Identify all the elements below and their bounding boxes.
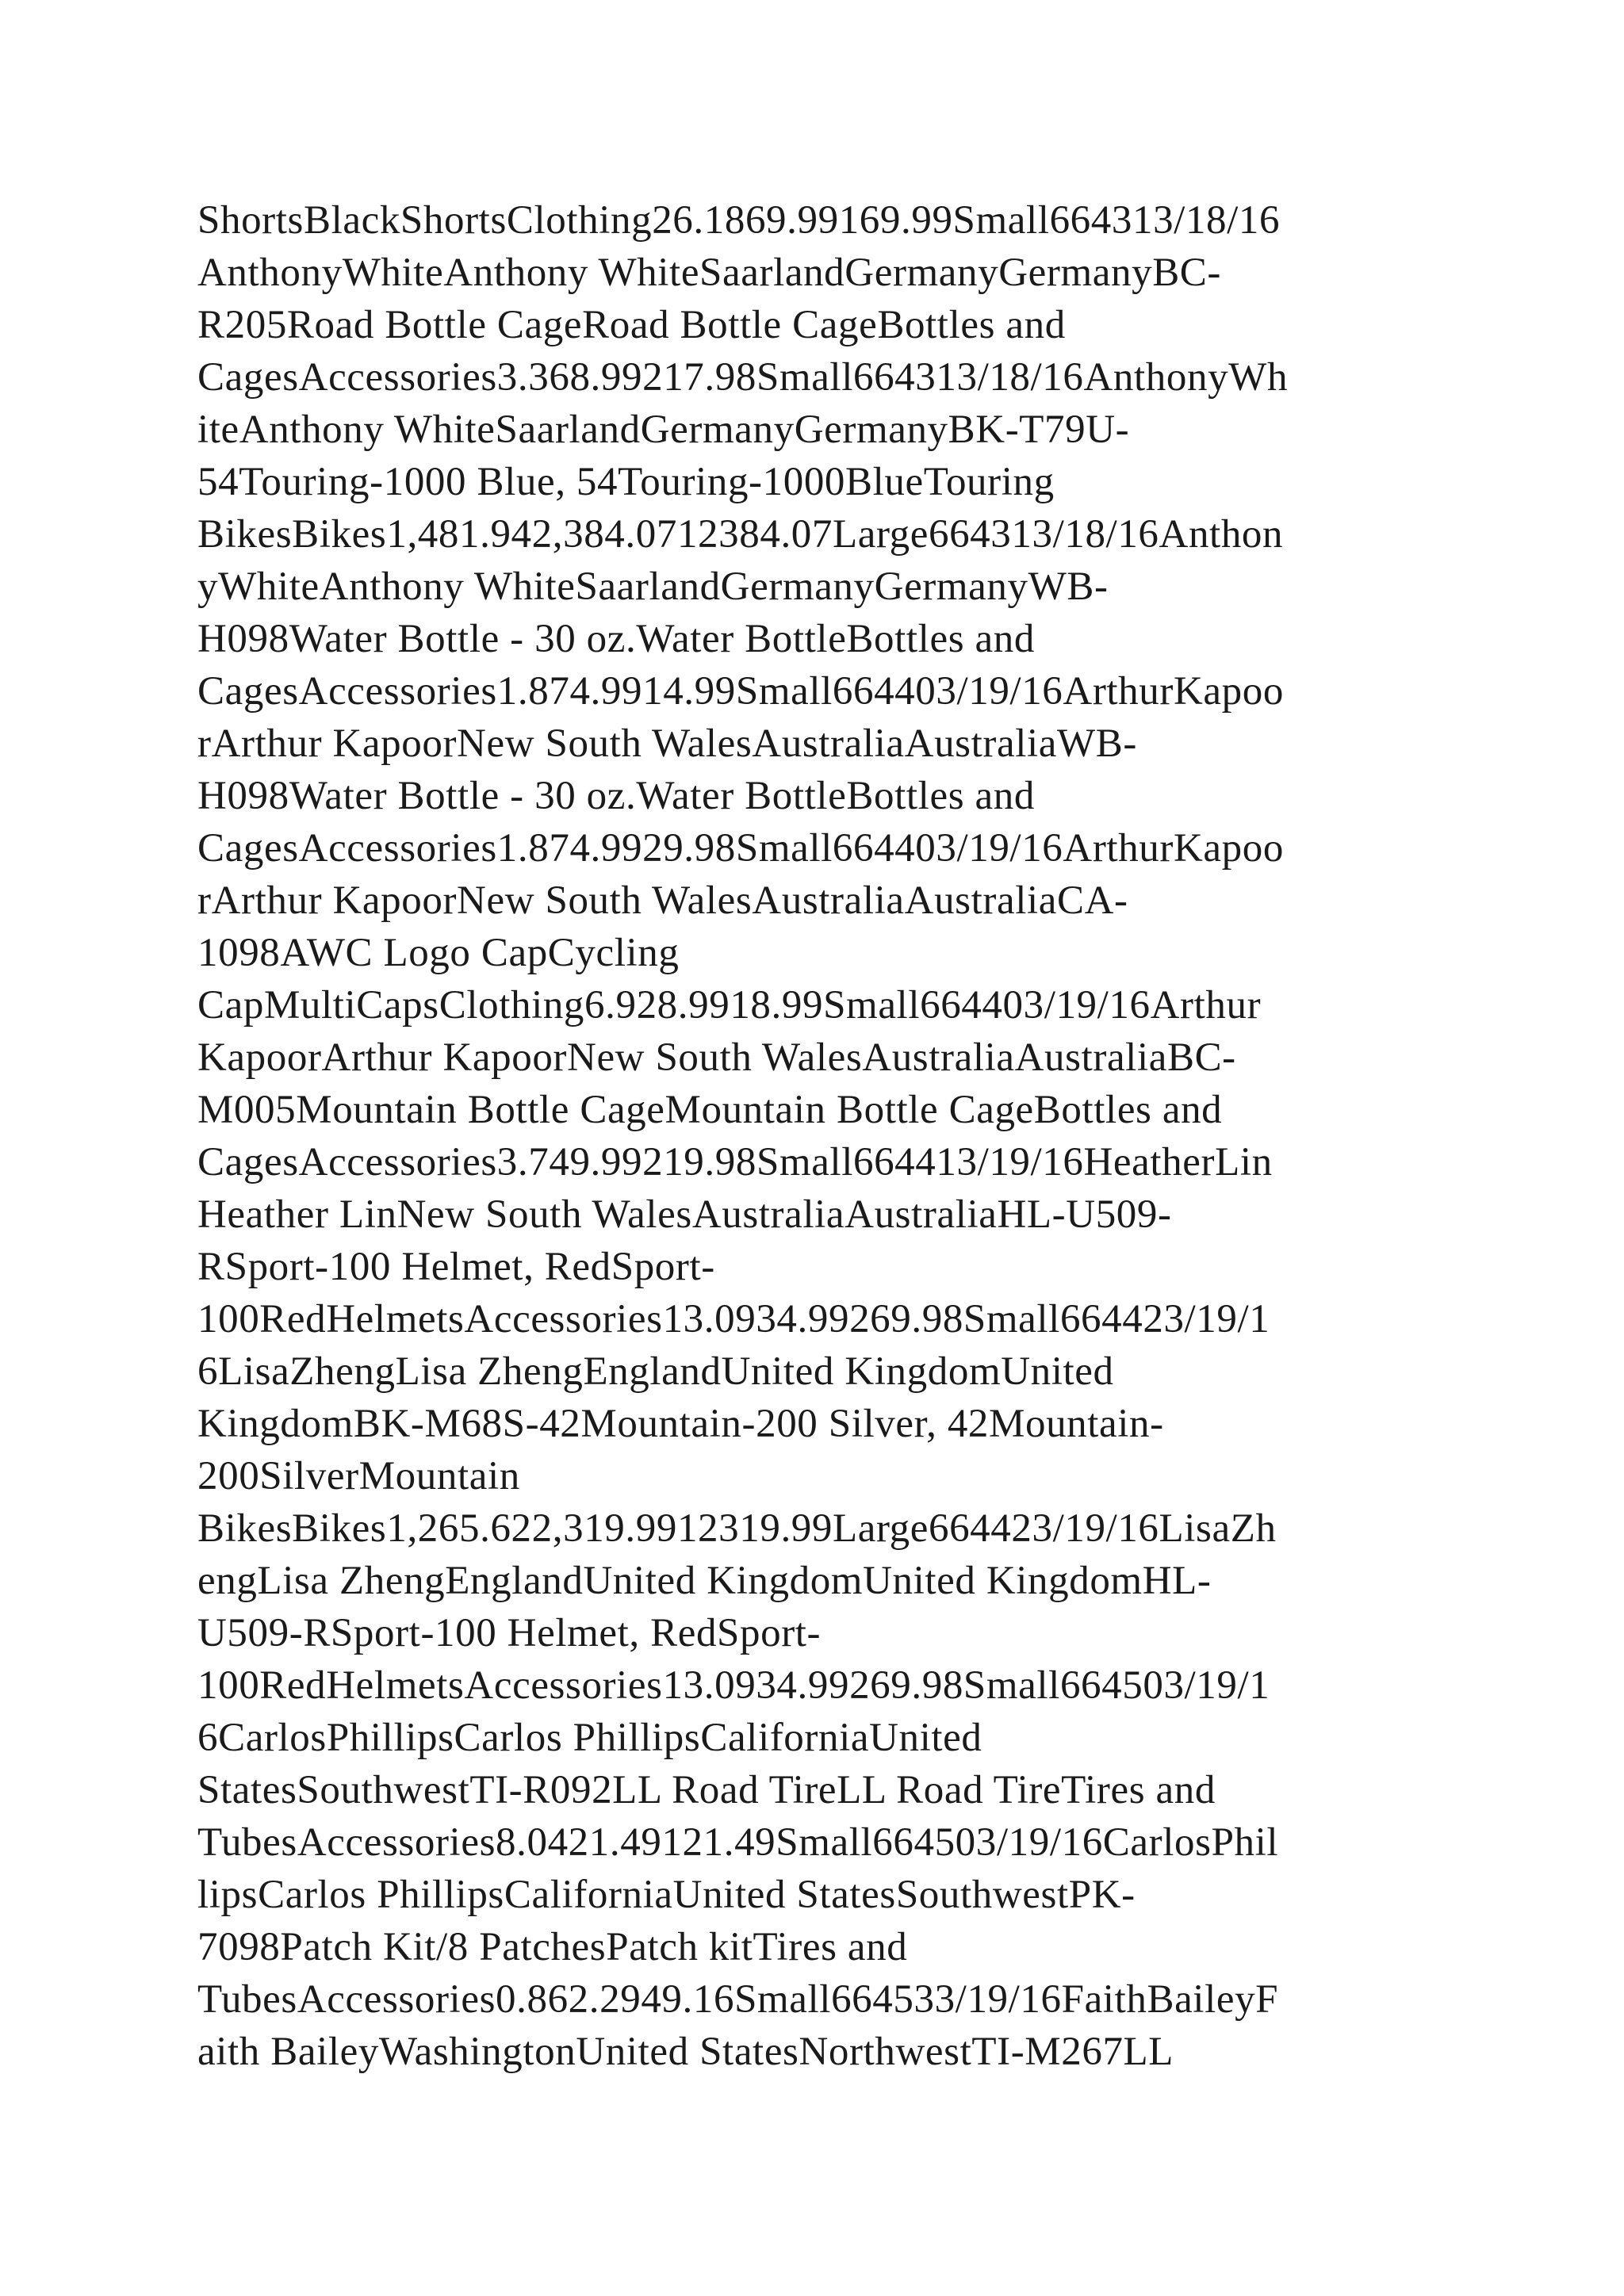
text-line: 6CarlosPhillipsCarlos PhillipsCaliforniaUnited: [197, 1716, 982, 1760]
text-line: R205Road Bottle CageRoad Bottle CageBottles and: [197, 303, 1066, 347]
text-line: 7098Patch Kit/8 PatchesPatch kitTires and: [197, 1925, 908, 1969]
document-body: [197, 194, 1434, 2078]
text-line: CagesAccessories3.368.99217.98Small664313/18/16AnthonyWh: [197, 355, 1289, 400]
text-line: 6LisaZhengLisa ZhengEnglandUnited KingdomUnited: [197, 1349, 1114, 1394]
text-line: H098Water Bottle - 30 oz.Water BottleBottles and: [197, 774, 1035, 818]
text-line: 100RedHelmetsAccessories13.0934.99269.98Small664503/19/1: [197, 1663, 1270, 1708]
text-line: ShortsBlackShortsClothing26.1869.99169.99Small664313/18/16: [197, 198, 1281, 243]
text-line: CagesAccessories1.874.9929.98Small664403/19/16ArthurKapoo: [197, 826, 1284, 871]
text-line: yWhiteAnthony WhiteSaarlandGermanyGermanyWB-: [197, 564, 1109, 609]
text-line: StatesSouthwestTI-R092LL Road TireLL Road TireTires and: [197, 1768, 1216, 1812]
text-line: TubesAccessories8.0421.49121.49Small664503/19/16CarlosPhil: [197, 1820, 1279, 1865]
text-line: lipsCarlos PhillipsCaliforniaUnited StatesSouthwestPK-: [197, 1873, 1136, 1917]
text-line: CagesAccessories3.749.99219.98Small664413/19/16HeatherLin: [197, 1140, 1273, 1184]
text-line: U509-RSport-100 Helmet, RedSport-: [197, 1611, 822, 1655]
text-line: aith BaileyWashingtonUnited StatesNorthwestTI-M267LL: [197, 2030, 1174, 2074]
text-line: 100RedHelmetsAccessories13.0934.99269.98Small664423/19/1: [197, 1297, 1270, 1341]
text-line: TubesAccessories0.862.2949.16Small664533/19/16FaithBaileyF: [197, 1977, 1279, 2022]
text-line: 54Touring-1000 Blue, 54Touring-1000BlueTouring: [197, 460, 1055, 504]
text-line: RSport-100 Helmet, RedSport-: [197, 1245, 715, 1289]
text-line: rArthur KapoorNew South WalesAustraliaAustraliaCA-: [197, 878, 1128, 923]
text-line: BikesBikes1,481.942,384.0712384.07Large664313/18/16Anthon: [197, 512, 1284, 557]
text-line: CapMultiCapsClothing6.928.9918.99Small664403/19/16Arthur: [197, 983, 1262, 1027]
text-line: 1098AWC Logo CapCycling: [197, 931, 680, 975]
text-line: 200SilverMountain: [197, 1454, 520, 1498]
text-line: KapoorArthur KapoorNew South WalesAustraliaAustraliaBC-: [197, 1035, 1236, 1080]
text-line: BikesBikes1,265.622,319.9912319.99Large664423/19/16LisaZh: [197, 1506, 1277, 1551]
text-line: AnthonyWhiteAnthony WhiteSaarlandGermanyGermanyBC-: [197, 251, 1222, 295]
text-line: KingdomBK-M68S-42Mountain-200 Silver, 42Mountain-: [197, 1402, 1164, 1446]
text-line: rArthur KapoorNew South WalesAustraliaAustraliaWB-: [197, 721, 1137, 766]
text-line: M005Mountain Bottle CageMountain Bottle CageBottles and: [197, 1088, 1223, 1132]
text-line: engLisa ZhengEnglandUnited KingdomUnited KingdomHL-: [197, 1559, 1212, 1603]
text-line: iteAnthony WhiteSaarlandGermanyGermanyBK-T79U-: [197, 408, 1130, 452]
text-line: H098Water Bottle - 30 oz.Water BottleBottles and: [197, 617, 1035, 661]
text-line: Heather LinNew South WalesAustraliaAustraliaHL-U509-: [197, 1192, 1172, 1237]
text-line: CagesAccessories1.874.9914.99Small664403/19/16ArthurKapoo: [197, 669, 1284, 714]
